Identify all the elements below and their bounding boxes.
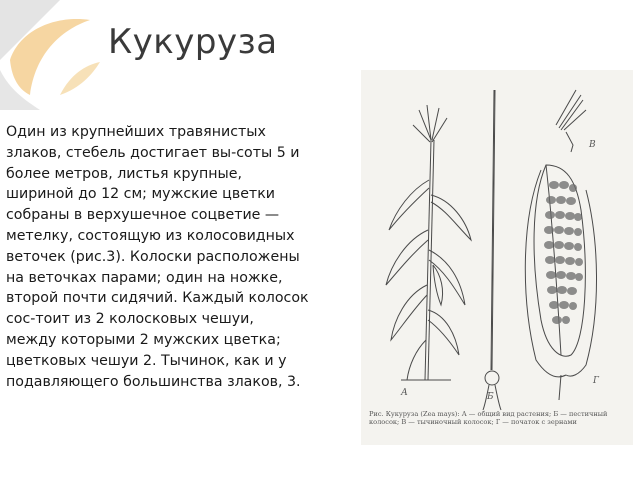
- description-line: более метров, листья крупные,: [6, 165, 242, 182]
- description-line: второй почти сидячий. Каждый колосок: [6, 290, 309, 307]
- description-line: подавляющего большинства злаков, 3.: [6, 373, 301, 390]
- figure-label-a: А: [401, 388, 408, 398]
- description-line: метелку, состоящую из колосовидных: [6, 227, 295, 244]
- description-line: Один из крупнейших травянистых: [6, 124, 266, 140]
- corner-decoration: [0, 0, 120, 120]
- page-title: Кукуруза: [108, 22, 278, 62]
- description-line: собраны в верхушечное соцветие —: [6, 207, 280, 224]
- figure-label-b: Б: [487, 392, 494, 402]
- corn-illustration: [361, 70, 633, 445]
- description-line: на веточках парами; один на ножке,: [6, 269, 283, 286]
- description-line: злаков, стебель достигает вы-соты 5 и: [6, 144, 300, 161]
- figure-label-v: В: [589, 140, 596, 150]
- description-line: цветковых чешуи 2. Тычинок, как и у: [6, 352, 287, 369]
- description-line: шириной до 12 см; мужские цветки: [6, 186, 275, 203]
- description-text: [6, 122, 342, 392]
- description-line: сос-тоит из 2 колосковых чешуи,: [6, 311, 254, 328]
- description-line: веточек (рис.3). Колоски расположены: [6, 248, 300, 265]
- figure-caption: Рис. Кукуруза (Zea mays): А — общий вид растения; Б — пестичный колосок; В — тычиночный колосок; Г — початок с зернами: [369, 410, 608, 426]
- description-line: между которыми 2 мужских цветка;: [6, 331, 281, 348]
- figure-label-g: Г: [593, 376, 599, 386]
